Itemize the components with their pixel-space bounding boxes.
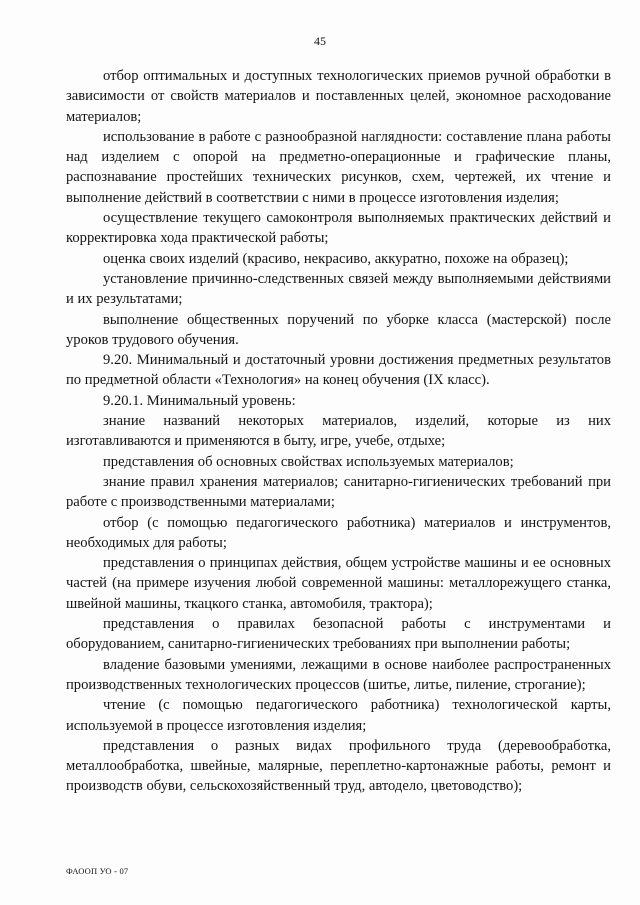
paragraph-1: отбор оптимальных и доступных технологических приемов ручной обработки в зависимости от свойств материалов и поставленных целей, экономное расходование материалов; bbox=[66, 68, 611, 125]
page-number: 45 bbox=[314, 34, 326, 48]
body-text bbox=[66, 66, 611, 797]
paragraph-10: представления об основных свойствах используемых материалов; bbox=[103, 453, 514, 470]
subsection-heading-9-20-1: 9.20.1. Минимальный уровень: bbox=[103, 392, 296, 409]
paragraph-11: знание правил хранения материалов; санитарно-гигиенических требований при работе с производственными материалами; bbox=[66, 473, 611, 511]
paragraph-6: выполнение общественных поручений по уборке класса (мастерской) после уроков трудового обучения. bbox=[66, 311, 611, 348]
paragraph-15: владение базовыми умениями, лежащими в основе наиболее распространенных производственных технологических процессов (шитье, литье, пиление, строгание); bbox=[66, 656, 611, 693]
section-heading-9-20: 9.20. Минимальный и достаточный уровни достижения предметных результатов по предметной области «Технология» на конец обучения (IX класс). bbox=[66, 352, 611, 389]
paragraph-2: использование в работе с разнообразной наглядности: составление плана работы над изделием с опорой на предметно-операционные и графические планы, распознавание простейших технических рисунков, схем, чертежей, их чтение и выполнение действий в соответствии с ними в процессе изготовления изделия; bbox=[66, 128, 611, 206]
paragraph-17: представления о разных видах профильного труда (деревообработка, металлообработка, швейные, малярные, переплетно-картонажные работы, ремонт и производств обуви, сельскохозяйственный труд, автодело, цветоводство); bbox=[66, 737, 611, 795]
paragraph-12: отбор (с помощью педагогического работника) материалов и инструментов, необходимых для работы; bbox=[66, 514, 611, 551]
paragraph-13: представления о принципах действия, общем устройстве машины и ее основных частей (на примере изучения любой современной машины: металлорежущего станка, швейной машины, ткацкого станка, автомобиля, трактора); bbox=[66, 555, 611, 612]
paragraph-9: знание названий некоторых материалов, изделий, которые из них изготавливаются и применяются в быту, игре, учебе, отдыхе; bbox=[66, 413, 611, 450]
paragraph-4: оценка своих изделий (красиво, некрасиво, аккуратно, похоже на образец); bbox=[103, 250, 569, 267]
paragraph-16: чтение (с помощью педагогического работника) технологической карты, используемой в процессе изготовления изделия; bbox=[66, 697, 611, 734]
paragraph-3: осуществление текущего самоконтроля выполняемых практических действий и корректировка хода практической работы; bbox=[66, 210, 611, 247]
paragraph-14: представления о правилах безопасной работы с инструментами и оборудованием, санитарно-гигиенических требованиях при выполнении работы; bbox=[66, 616, 611, 653]
document-footer: ФАООП УО - 07 bbox=[66, 866, 129, 876]
paragraph-5: установление причинно-следственных связей между выполняемыми действиями и их результатами; bbox=[66, 270, 611, 308]
